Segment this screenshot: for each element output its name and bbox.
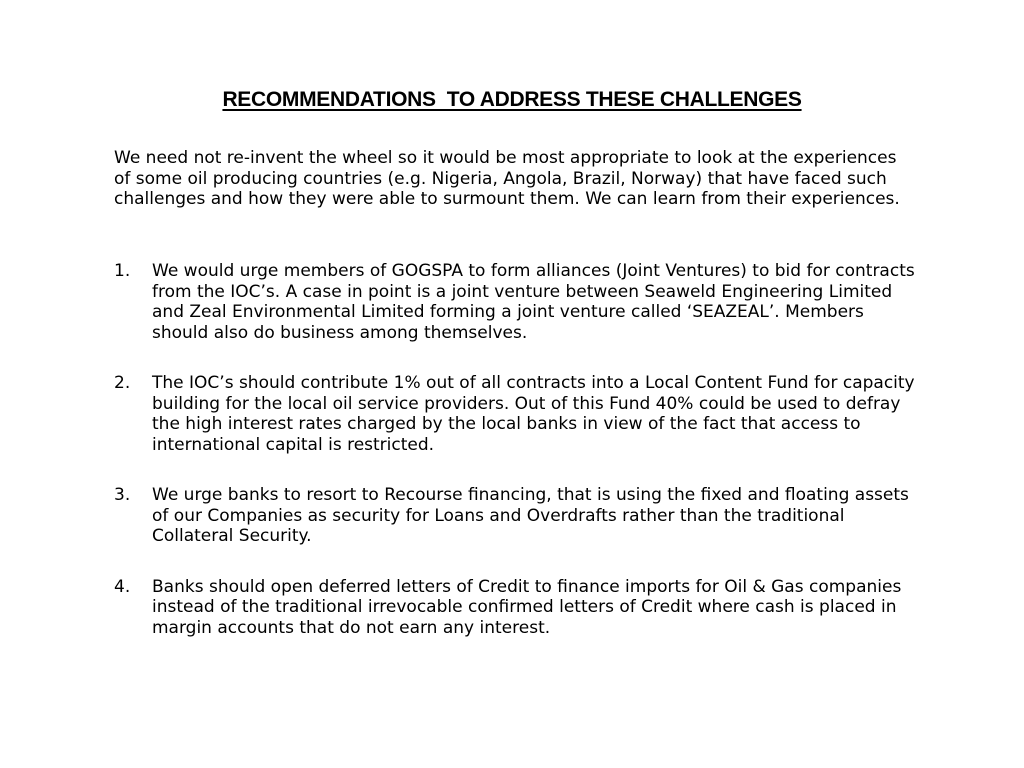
intro-paragraph: We need not re-invent the wheel so it would be most appropriate to look at the experiences of some oil producing countries (e.g. Nigeria, Angola, Brazil, Norway) that have faced such challenges and how they were able to surmount them. We can learn from their experiences. [114, 148, 900, 209]
list-item-number: 2. [114, 373, 131, 393]
list-item-number: 4. [114, 576, 131, 597]
recommendations-list [114, 261, 924, 668]
list-item-text: The IOC’s should contribute 1% out of all contracts into a Local Content Fund for capacity building for the local oil service providers. Out of this Fund 40% could be used to defray the high interest rates charged by the local banks in view of the fact that access to international capital is restricted. [152, 373, 915, 455]
list-item-text: Banks should open deferred letters of Credit to finance imports for Oil & Gas companies instead of the traditional irrevocable confirmed letters of Credit where cash is placed in margin accounts that do not earn any interest. [152, 576, 902, 638]
list-item [114, 261, 924, 343]
list-item-number: 1. [114, 261, 131, 281]
list-item-text: We would urge members of GOGSPA to form alliances (Joint Ventures) to bid for contracts from the IOC’s. A case in point is a joint venture between Seaweld Engineering Limited and Zeal Environmental Limited forming a joint venture called ‘SEAZEAL’. Members should also do business among themselves. [152, 261, 915, 343]
list-item-number: 3. [114, 485, 131, 505]
list-item [114, 485, 924, 547]
slide-title: RECOMMENDATIONS TO ADDRESS THESE CHALLENGES [222, 88, 802, 111]
list-item [114, 577, 924, 639]
list-item-text: We urge banks to resort to Recourse financing, that is using the fixed and floating assets of our Companies as security for Loans and Overdrafts rather than the traditional Collateral Security. [152, 485, 909, 546]
list-item [114, 373, 924, 455]
